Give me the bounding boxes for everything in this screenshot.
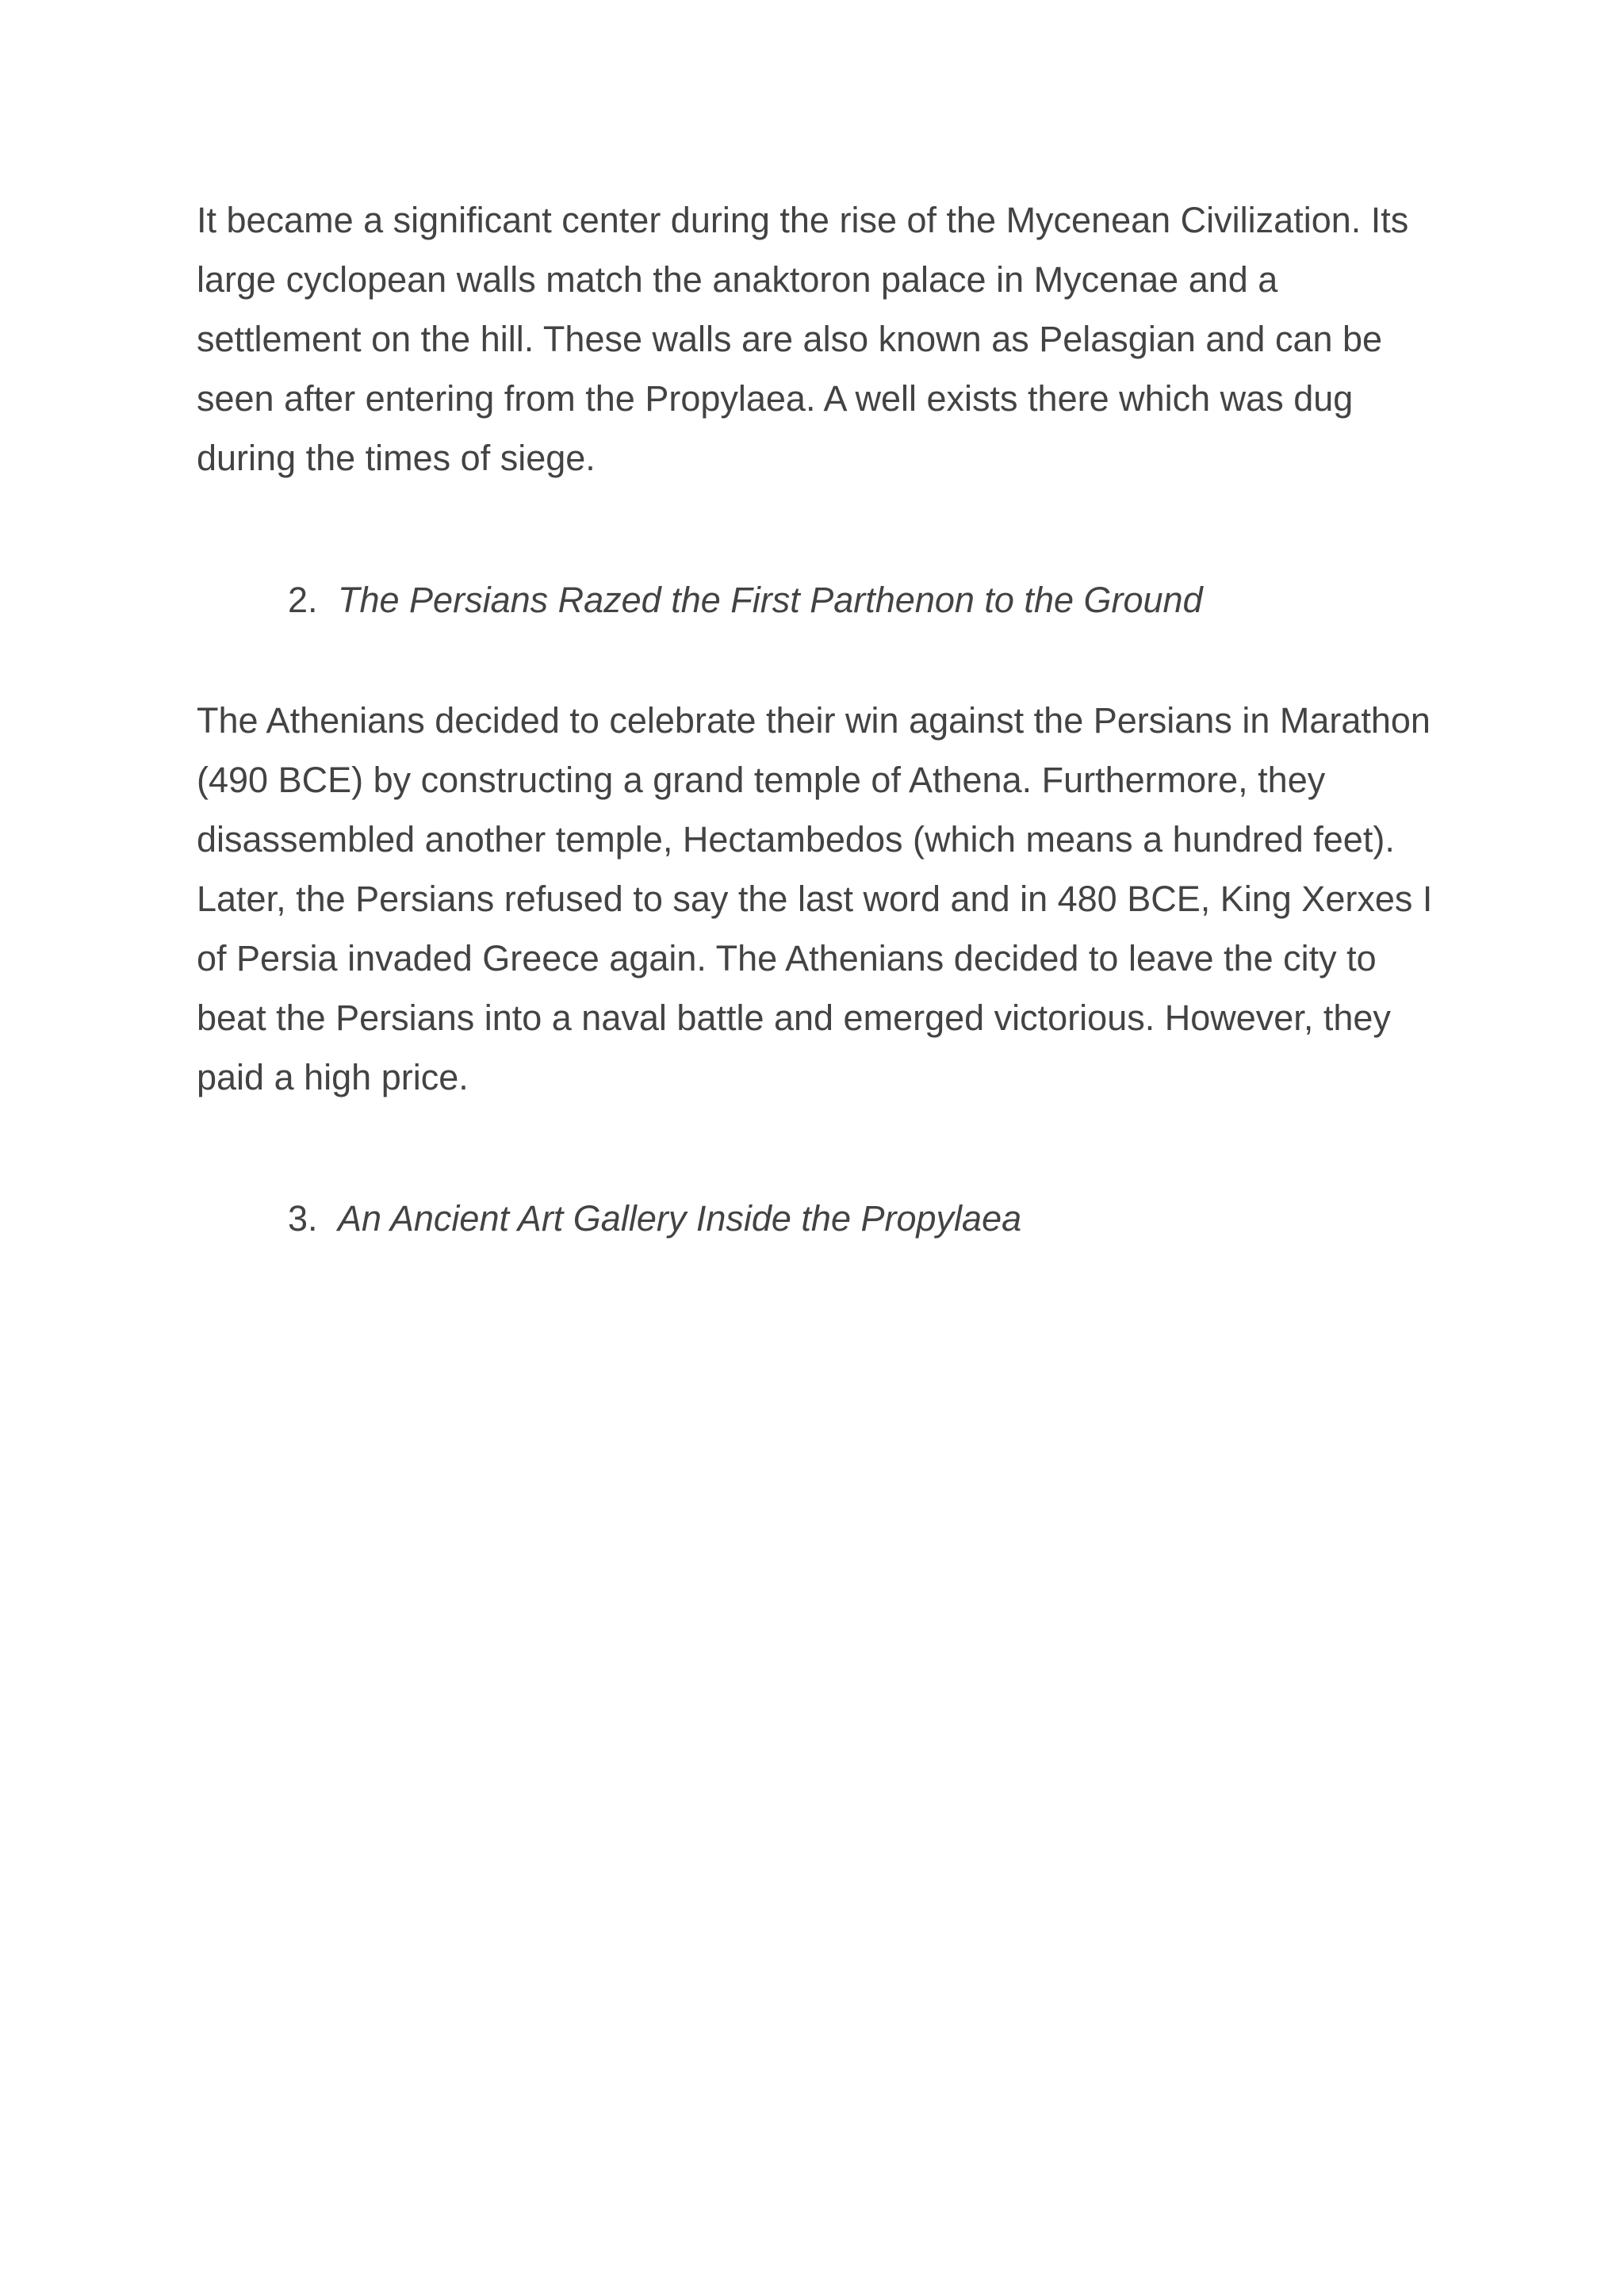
document-body bbox=[197, 190, 1450, 1248]
paragraph-athenians: The Athenians decided to celebrate their win against the Persians in Marathon (490 BCE) by constructing a grand temple of Athena. Furthermore, they disassembled another temple, Hectambedos (which means a hundred feet). Later, the Persians refused to say the last word and in 480 BCE, King Xerxes I of Persia invaded Greece again. The Athenians decided to leave the city to beat the Persians into a naval battle and emerged victorious. However, they paid a high price. bbox=[197, 700, 1433, 1097]
list-heading-3 bbox=[197, 1189, 1450, 1248]
list-heading-2 bbox=[197, 570, 1450, 630]
list-number: 3. bbox=[288, 1198, 318, 1239]
list-heading-title: The Persians Razed the First Parthenon to the Ground bbox=[338, 580, 1203, 620]
list-heading-title: An Ancient Art Gallery Inside the Propylaea bbox=[338, 1198, 1022, 1239]
list-number: 2. bbox=[288, 580, 318, 620]
paragraph-mycenean: It became a significant center during the rise of the Mycenean Civilization. Its large cyclopean walls match the anaktoron palace in Mycenae and a settlement on the hill. These walls are also known as Pelasgian and can be seen after entering from the Propylaea. A well exists there which was dug during the times of siege. bbox=[197, 200, 1409, 478]
